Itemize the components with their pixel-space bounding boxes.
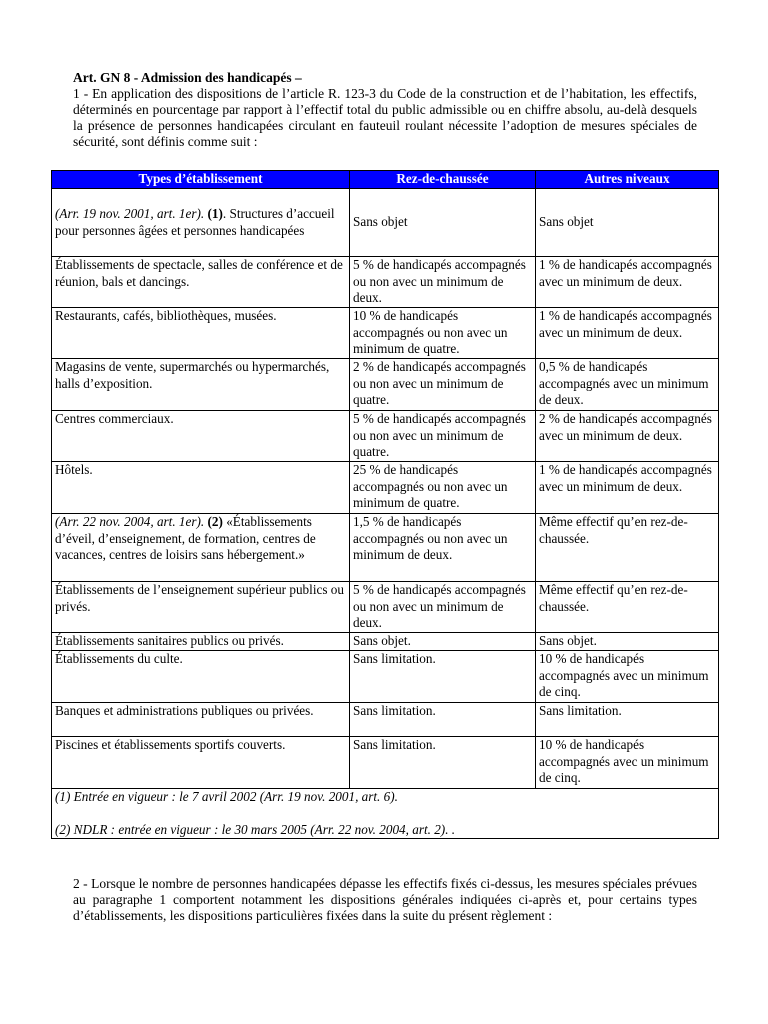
autres-cell: Sans objet. xyxy=(536,633,719,651)
rdc-cell: 5 % de handicapés accompagnés ou non avec un minimum de deux. xyxy=(350,582,536,633)
rdc-cell: 1,5 % de handicapés accompagnés ou non avec un minimum de deux. xyxy=(350,514,536,582)
header-autres-niveaux: Autres niveaux xyxy=(536,171,719,189)
type-cell: Banques et administrations publiques ou privées. xyxy=(52,703,350,737)
type-cell: Centres commerciaux. xyxy=(52,411,350,462)
rdc-cell: 5 % de handicapés accompagnés ou non avec un minimum de deux. xyxy=(350,257,536,308)
table-row xyxy=(52,462,719,514)
type-text: . Structures d’accueil pour personnes âgées et personnes handicapées xyxy=(55,206,335,238)
autres-cell: 10 % de handicapés accompagnés avec un minimum de cinq. xyxy=(536,651,719,703)
footnote-1: (1) Entrée en vigueur : le 7 avril 2002 (Arr. 19 nov. 2001, art. 6). xyxy=(55,789,398,804)
table-row xyxy=(52,514,719,582)
table-row xyxy=(52,359,719,411)
footnote-mark: (2) xyxy=(207,514,223,529)
table-row xyxy=(52,633,719,651)
type-cell: Établissements de l’enseignement supérieur publics ou privés. xyxy=(52,582,350,633)
type-cell: Piscines et établissements sportifs couverts. xyxy=(52,737,350,789)
table-row xyxy=(52,651,719,703)
type-cell: Établissements du culte. xyxy=(52,651,350,703)
admission-table xyxy=(51,170,719,839)
autres-cell: 1 % de handicapés accompagnés avec un minimum de deux. xyxy=(536,308,719,359)
table-notes-row xyxy=(52,789,719,839)
rdc-cell: Sans objet. xyxy=(350,633,536,651)
amendment-reference: (Arr. 22 nov. 2004, art. 1er). xyxy=(55,514,205,529)
rdc-cell: 25 % de handicapés accompagnés ou non avec un minimum de quatre. xyxy=(350,462,536,514)
rdc-cell: 10 % de handicapés accompagnés ou non avec un minimum de quatre. xyxy=(350,308,536,359)
table-row xyxy=(52,737,719,789)
table-header-row xyxy=(52,171,719,189)
table-row xyxy=(52,703,719,737)
article-intro-paragraph: 1 - En application des dispositions de l’article R. 123-3 du Code de la construction et de l’habitation, les effectifs, déterminés en pourcentage par rapport à l’effectif total du public admissible ou en chiffre absolu, au-delà desquels la présence de personnes handicapées circulant en fauteuil roulant nécessite l’adoption de mesures spéciales de sécurité, sont définis comme suit : xyxy=(73,86,697,149)
type-cell xyxy=(52,189,350,257)
autres-cell: 1 % de handicapés accompagnés avec un minimum de deux. xyxy=(536,257,719,308)
rdc-cell: 2 % de handicapés accompagnés ou non avec un minimum de quatre. xyxy=(350,359,536,411)
autres-cell: Sans limitation. xyxy=(536,703,719,737)
table-row xyxy=(52,308,719,359)
article-heading: Art. GN 8 - Admission des handicapés – xyxy=(73,70,302,85)
footnote-2: (2) NDLR : entrée en vigueur : le 30 mars 2005 (Arr. 22 nov. 2004, art. 2). . xyxy=(55,821,456,837)
rdc-cell: Sans limitation. xyxy=(350,703,536,737)
rdc-cell: 5 % de handicapés accompagnés ou non avec un minimum de quatre. xyxy=(350,411,536,462)
autres-cell: 0,5 % de handicapés accompagnés avec un minimum de deux. xyxy=(536,359,719,411)
header-types: Types d’établissement xyxy=(52,171,350,189)
autres-cell: 10 % de handicapés accompagnés avec un minimum de cinq. xyxy=(536,737,719,789)
autres-cell: Même effectif qu’en rez-de-chaussée. xyxy=(536,582,719,633)
header-rez-de-chaussee: Rez-de-chaussée xyxy=(350,171,536,189)
type-text: «Établissements d’éveil, d’enseignement, de formation, centres de vacances, centres de loisirs sans hébergement.» xyxy=(55,514,316,562)
autres-cell: 1 % de handicapés accompagnés avec un minimum de deux. xyxy=(536,462,719,514)
type-cell: Établissements sanitaires publics ou privés. xyxy=(52,633,350,651)
amendment-reference: (Arr. 19 nov. 2001, art. 1er). xyxy=(55,206,205,221)
paragraph-2: 2 - Lorsque le nombre de personnes handicapées dépasse les effectifs fixés ci-dessus, les mesures spéciales prévues au paragraphe 1 comportent notamment les dispositions générales indiquées ci-après et, pour certains types d’établissements, les dispositions particulières fixées dans la suite du présent règlement : xyxy=(73,876,697,923)
type-cell: Hôtels. xyxy=(52,462,350,514)
table-row xyxy=(52,257,719,308)
autres-cell: Sans objet xyxy=(536,189,719,257)
autres-cell: Même effectif qu’en rez-de-chaussée. xyxy=(536,514,719,582)
type-cell: Établissements de spectacle, salles de conférence et de réunion, bals et dancings. xyxy=(52,257,350,308)
table-row xyxy=(52,582,719,633)
rdc-cell: Sans limitation. xyxy=(350,737,536,789)
footnotes-cell xyxy=(52,789,719,839)
rdc-cell: Sans objet xyxy=(350,189,536,257)
type-cell xyxy=(52,514,350,582)
autres-cell: 2 % de handicapés accompagnés avec un minimum de deux. xyxy=(536,411,719,462)
type-cell: Restaurants, cafés, bibliothèques, musées. xyxy=(52,308,350,359)
article-intro xyxy=(73,70,697,150)
footnote-mark: (1) xyxy=(207,206,223,221)
table-row xyxy=(52,189,719,257)
table-row xyxy=(52,411,719,462)
rdc-cell: Sans limitation. xyxy=(350,651,536,703)
type-cell: Magasins de vente, supermarchés ou hypermarchés, halls d’exposition. xyxy=(52,359,350,411)
